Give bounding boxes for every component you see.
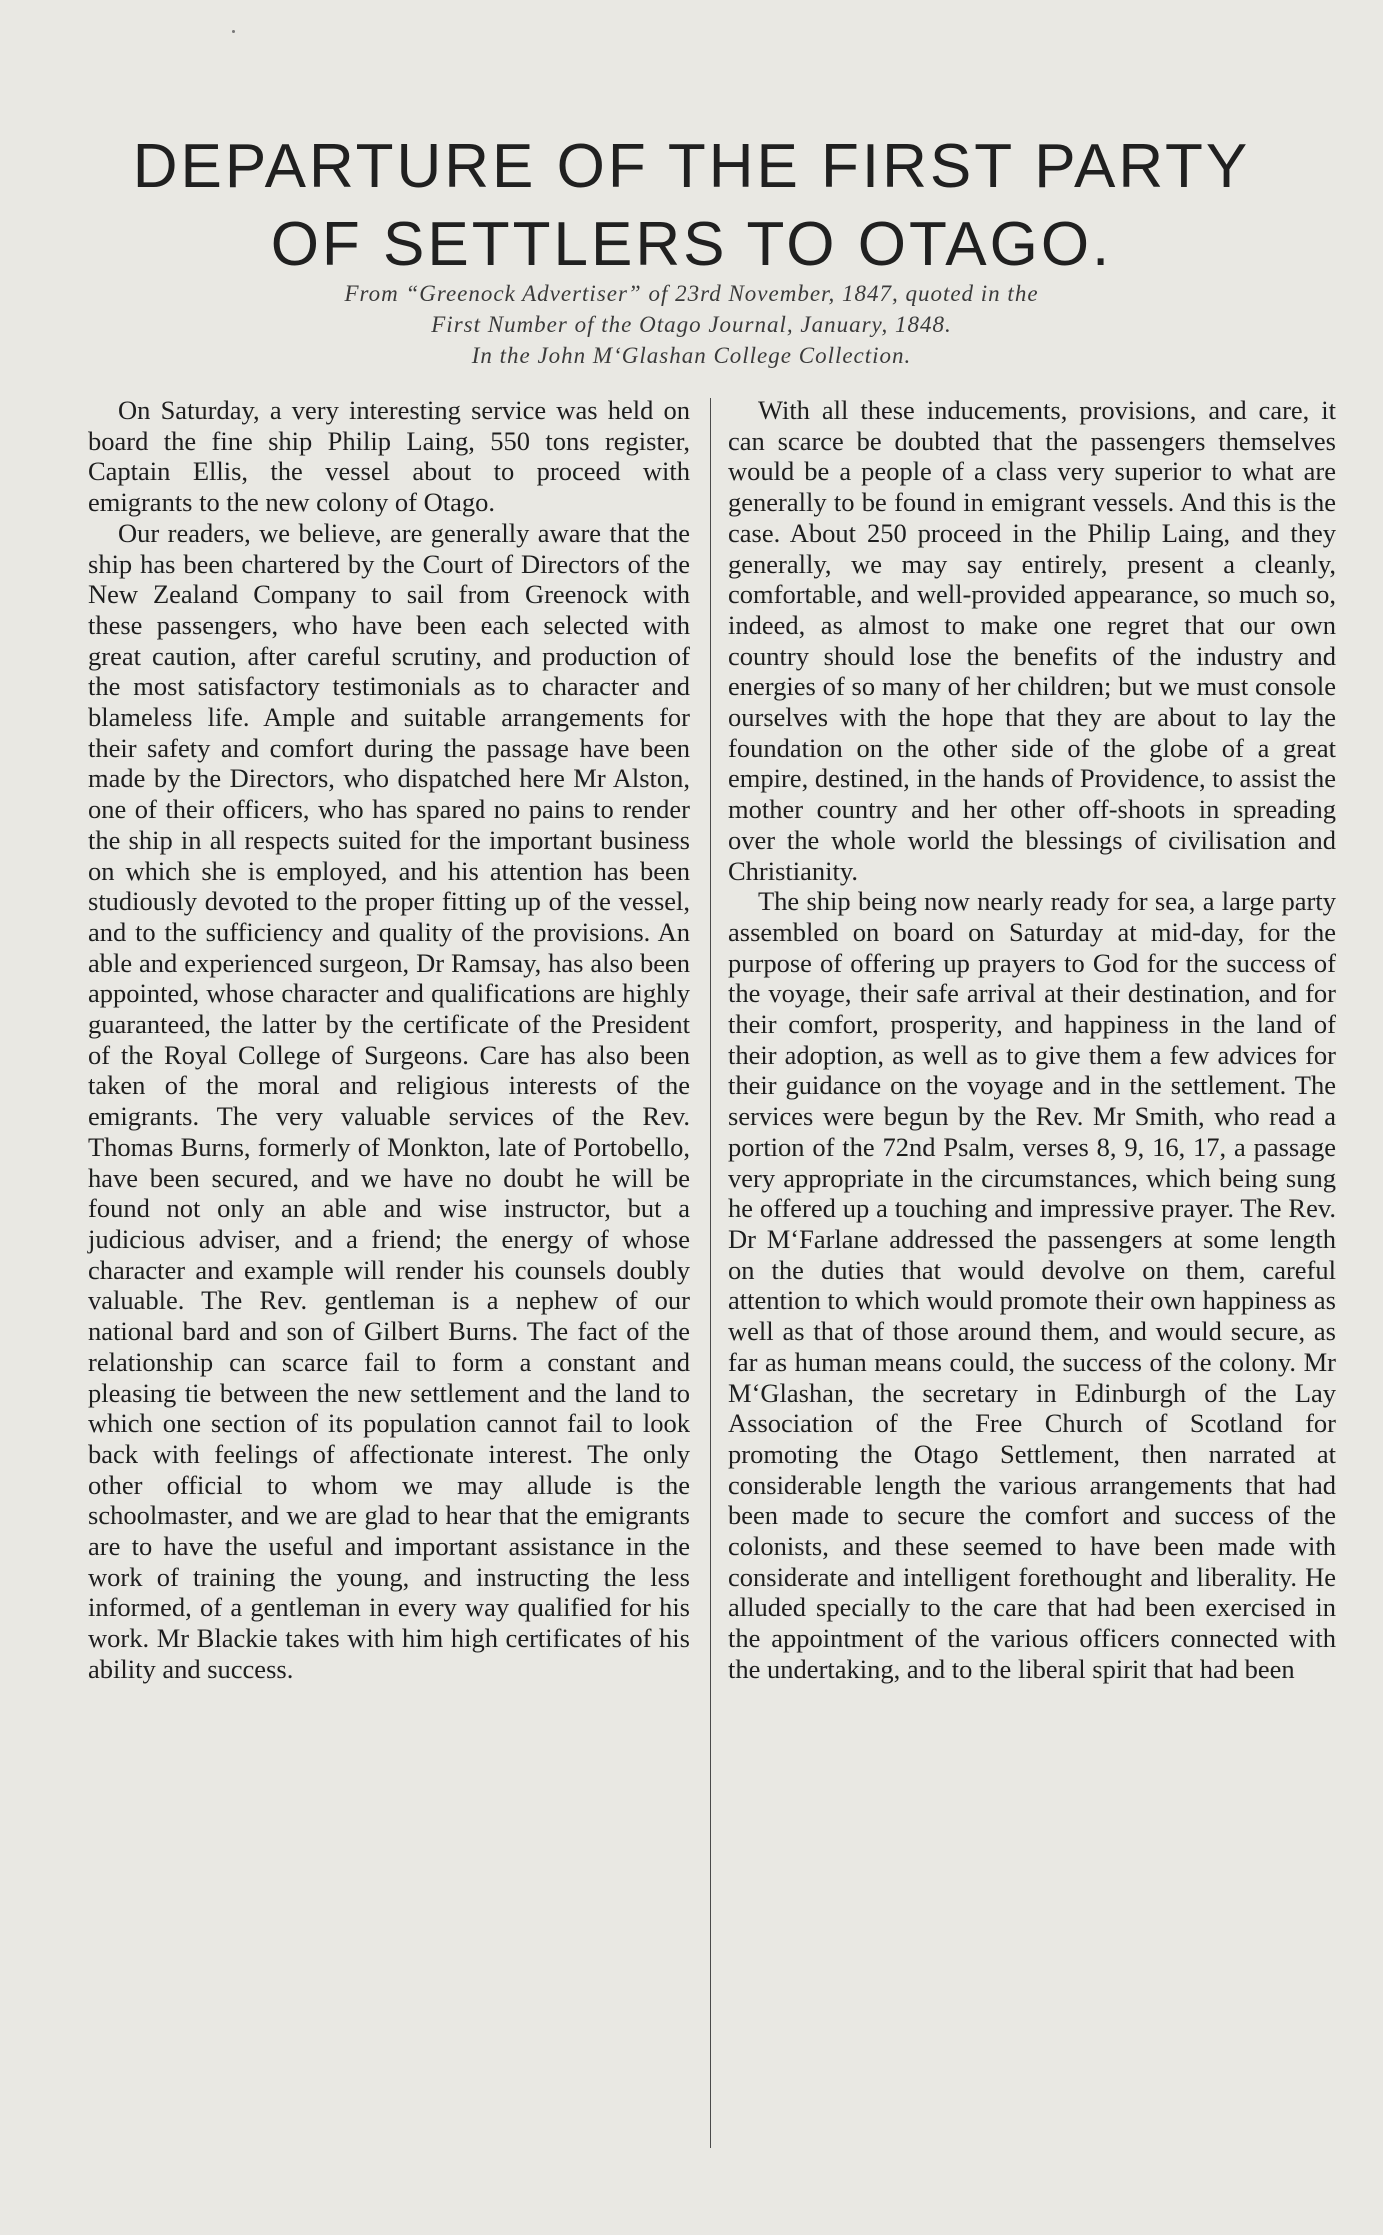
source-line-1: From “Greenock Advertiser” of 23rd November, 1847, quoted in the <box>344 281 1039 306</box>
source-citation <box>150 278 1233 371</box>
column-divider <box>710 398 711 2148</box>
title-line-1: DEPARTURE OF THE FIRST PARTY <box>132 132 1251 201</box>
left-column <box>88 395 690 1685</box>
left-paragraph-2: Our readers, we believe, are generally aware that the ship has been chartered by the Court of Directors of the New Zealand Company to sail from Greenock with these passengers, who have been each selected with great caution, after careful scrutiny, and production of the most satisfactory testimonials as to character and blameless life. Ample and suitable arrangements for their safety and comfort during the passage have been made by the Directors, who dispatched here Mr Alston, one of their officers, who has spared no pains to render the ship in all respects suited for the important business on which she is employed, and his attention has been studiously devoted to the proper fitting up of the vessel, and to the sufficiency and quality of the provisions. An able and experienced surgeon, Dr Ramsay, has also been appointed, whose character and qualifications are highly guaranteed, the latter by the certificate of the President of the Royal College of Surgeons. Care has also been taken of the moral and religious interests of the emigrants. The very valuable services of the Rev. Thomas Burns, formerly of Monkton, late of Portobello, have been secured, and we have no doubt he will be found not only an able and wise instructor, but a judicious adviser, and a friend; the energy of whose character and example will render his counsels doubly valuable. The Rev. gentleman is a nephew of our national bard and son of Gilbert Burns. The fact of the relationship can scarce fail to form a constant and pleasing tie between the new settlement and the land to which one section of its population cannot fail to look back with feelings of affectionate interest. The only other official to whom we may allude is the schoolmaster, and we are glad to hear that the emigrants are to have the useful and important assistance in the work of training the young, and instructing the less informed, of a gentleman in every way qualified for his work. Mr Blackie takes with him high certificates of his ability and success. <box>88 517 690 1684</box>
source-line-2: First Number of the Otago Journal, January, 1848. <box>431 312 952 337</box>
left-paragraph-1: On Saturday, a very interesting service was held on board the fine ship Philip Laing, 550 tons register, Captain Ellis, the vessel about to proceed with emigrants to the new colony of Otago. <box>88 395 690 518</box>
source-line-3: In the John M‘Glashan College Collection. <box>471 343 912 368</box>
article-title <box>60 128 1323 284</box>
right-column <box>728 395 1336 1685</box>
title-line-2: OF SETTLERS TO OTAGO. <box>270 210 1113 279</box>
right-paragraph-2: The ship being now nearly ready for sea, a large party assembled on board on Saturday at mid-day, for the purpose of offering up prayers to God for the success of the voyage, their safe arrival at their destination, and for their comfort, prosperity, and happiness in the land of their adoption, as well as to give them a few advices for their guidance on the voyage and in the settlement. The services were begun by the Rev. Mr Smith, who read a portion of the 72nd Psalm, verses 8, 9, 16, 17, a passage very appropriate in the circumstances, which being sung he offered up a touching and impressive prayer. The Rev. Dr M‘Farlane addressed the passengers at some length on the duties that would devolve on them, careful attention to which would promote their own happiness as well as that of those around them, and would secure, as far as human means could, the success of the colony. Mr M‘Glashan, the secretary in Edinburgh of the Lay Association of the Free Church of Scotland for promoting the Otago Settlement, then narrated at considerable length the various arrangements that had been made to secure the comfort and success of the colonists, and these seemed to have been made with considerate and intelligent forethought and liberality. He alluded specially to the care that had been exercised in the appointment of the various officers connected with the undertaking, and to the liberal spirit that had been <box>728 886 1336 1684</box>
paper-speck <box>232 30 235 33</box>
right-paragraph-1: With all these inducements, provisions, and care, it can scarce be doubted that the passengers themselves would be a people of a class very superior to what are generally to be found in emigrant vessels. And this is the case. About 250 proceed in the Philip Laing, and they generally, we may say entirely, present a cleanly, comfortable, and well-provided appearance, so much so, indeed, as almost to make one regret that our own country should lose the benefits of the industry and energies of so many of her children; but we must console ourselves with the hope that they are about to lay the foundation on the other side of the globe of a great empire, destined, in the hands of Providence, to assist the mother country and her other off-shoots in spreading over the whole world the blessings of civilisation and Christianity. <box>728 395 1336 886</box>
